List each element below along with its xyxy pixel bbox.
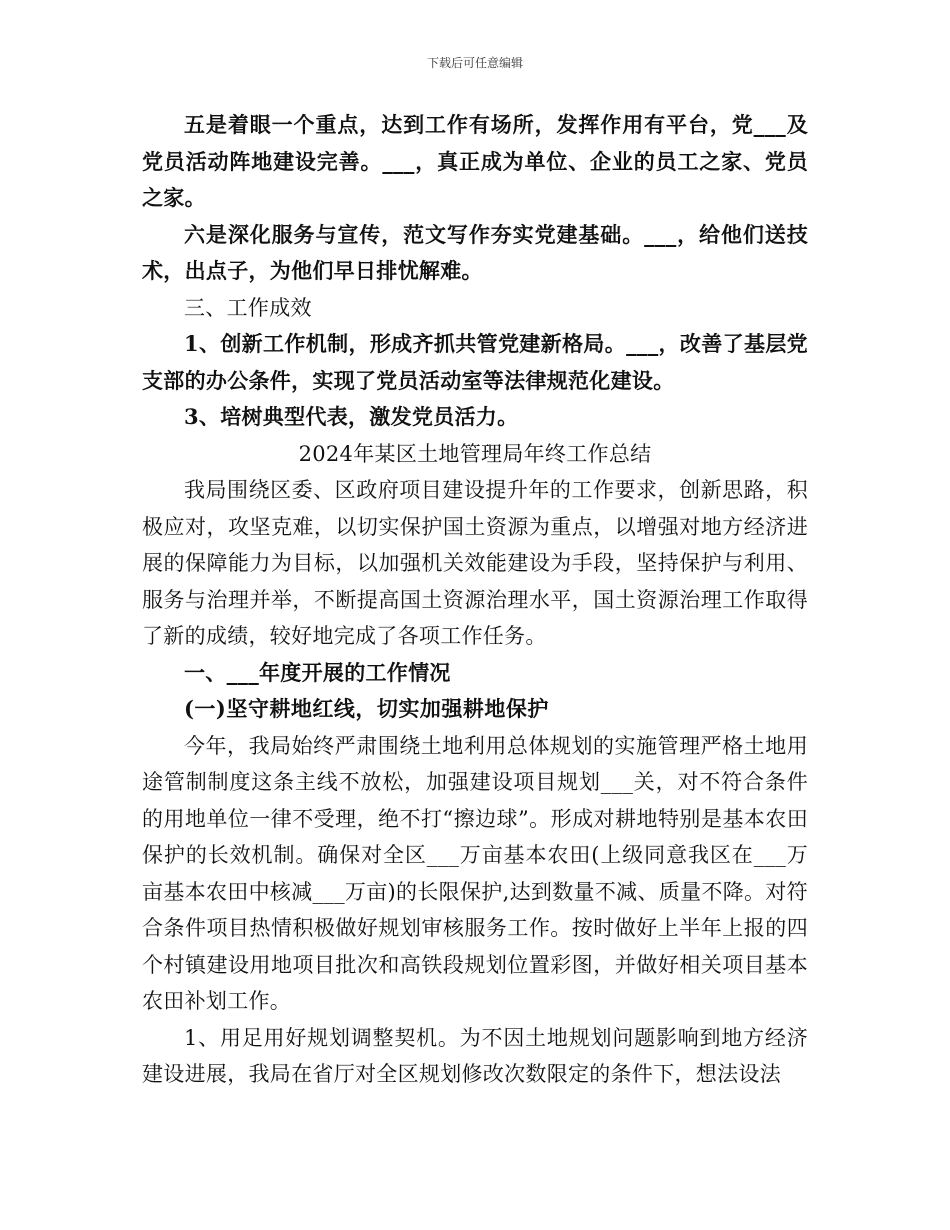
section-heading-annual-work: 一、___年度开展的工作情况 [184,659,451,685]
document-content [142,107,808,1093]
paragraph-planning-adjustment: 1、用足用好规划调整契机。为不因土地规划问题影响到地方经济建设进展，我局在省厅对全区规划修改次数限定的条件下，想法设法 [142,1025,808,1086]
paragraph-result-three: 3、培树典型代表，激发党员活力。 [184,404,519,429]
paragraph-result-one: 1、创新工作机制，形成齐抓共管党建新格局。___，改善了基层党支部的办公条件，实现了党员活动室等法律规范化建设。 [142,331,808,393]
paragraph-point-six: 六是深化服务与宣传，范文写作夯实党建基础。___，给他们送技术，出点子，为他们早日排忧解难。 [142,221,808,283]
subsection-heading-farmland: (一)坚守耕地红线，切实加强耕地保护 [184,696,549,721]
section-heading-results: 三、工作成效 [184,295,312,320]
paragraph-farmland-protection: 今年，我局始终严肃围绕土地利用总体规划的实施管理严格土地用途管制制度这条主线不放松，加强建设项目规划___关，对不符合条件的用地单位一律不受理，绝不打“擦边球”。形成对耕地特别是基本农田保护的长效机制。确保对全区___万亩基本农田(上级同意我区在___万亩基本农田中核减___万亩)的长限保护,达到数量不减、质量不降。对符合条件项目热情积极做好规划审核服务工作。按时做好上半年上报的四个村镇建设用地项目批次和高铁段规划位置彩图，并做好相关项目基本农田补划工作。 [142,733,808,1013]
page-header: 下载后可任意编辑 [426,56,523,70]
paragraph-intro: 我局围绕区委、区政府项目建设提升年的工作要求，创新思路，积极应对，攻坚克难，以切实保护国土资源为重点，以增强对地方经济进展的保障能力为目标，以加强机关效能建设为手段，坚持保护与利用、服务与治理并举，不断提高国土资源治理水平，国土资源治理工作取得了新的成绩，较好地完成了各项工作任务。 [142,478,808,648]
document-title: 2024年某区土地管理局年终工作总结 [298,441,652,466]
paragraph-point-five: 五是着眼一个重点，达到工作有场所，发挥作用有平台，党___及党员活动阵地建设完善。___，真正成为单位、企业的员工之家、党员之家。 [142,112,808,210]
